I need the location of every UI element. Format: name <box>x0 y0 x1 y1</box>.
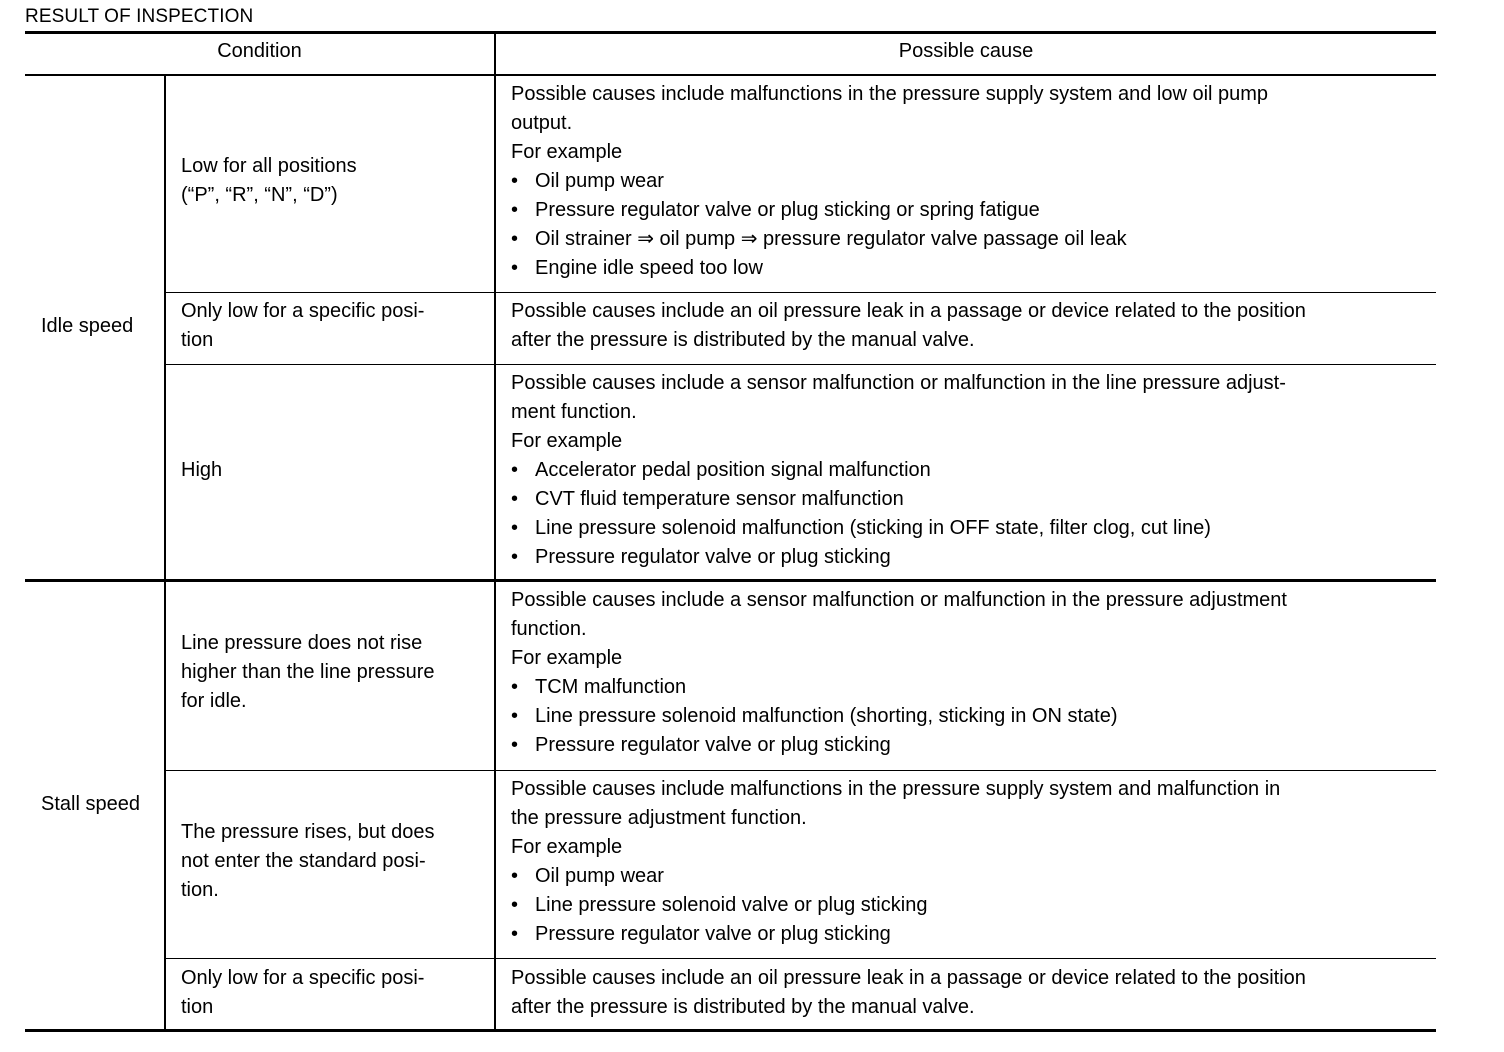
cause-text: ment function. <box>511 401 637 423</box>
bullet-icon: • <box>511 228 519 250</box>
cause-column-rule <box>494 31 496 1031</box>
bullet-icon: • <box>511 517 519 539</box>
row-divider <box>165 958 1436 959</box>
bullet-icon: • <box>511 546 519 568</box>
bullet-text: Oil strainer ⇒ oil pump ⇒ pressure regulator valve passage oil leak <box>535 228 1127 250</box>
bullet-icon: • <box>511 865 519 887</box>
cause-cell <box>511 297 1306 355</box>
bullet-item <box>511 254 1268 283</box>
bullet-icon: • <box>511 459 519 481</box>
cause-cell <box>511 80 1268 283</box>
bullet-text: Accelerator pedal position signal malfunction <box>535 459 931 481</box>
bullet-item <box>511 196 1268 225</box>
condition-cell <box>181 818 434 905</box>
cause-text: after the pressure is distributed by the manual valve. <box>511 329 975 351</box>
group-label-idle-speed: Idle speed <box>41 315 134 337</box>
bullet-icon: • <box>511 199 519 221</box>
bullet-text: TCM malfunction <box>535 676 687 698</box>
cause-cell <box>511 586 1287 760</box>
bullet-icon: • <box>511 170 519 192</box>
condition-text: Only low for a specific posi- <box>181 967 425 989</box>
cause-text: For example <box>511 647 623 669</box>
bullet-icon: • <box>511 676 519 698</box>
bullet-item <box>511 673 1287 702</box>
cause-text: the pressure adjustment function. <box>511 807 807 829</box>
bullet-text: Line pressure solenoid valve or plug sticking <box>535 894 928 916</box>
bullet-icon: • <box>511 894 519 916</box>
cause-text: function. <box>511 618 587 640</box>
condition-cell <box>181 629 435 716</box>
bullet-icon: • <box>511 705 519 727</box>
bullet-item <box>511 702 1287 731</box>
bullet-text: Pressure regulator valve or plug sticking <box>535 923 891 945</box>
bullet-icon: • <box>511 257 519 279</box>
condition-cell <box>181 152 357 210</box>
section-title: RESULT OF INSPECTION <box>25 6 254 27</box>
table-bottom-rule <box>25 1029 1436 1032</box>
cause-text: For example <box>511 430 623 452</box>
row-divider <box>165 770 1436 771</box>
condition-text: not enter the standard posi- <box>181 850 426 872</box>
cause-text: For example <box>511 836 623 858</box>
cause-text: Possible causes include a sensor malfunction or malfunction in the line pressure adjust- <box>511 372 1286 394</box>
cause-text: For example <box>511 141 623 163</box>
condition-text: High <box>181 459 223 481</box>
bullet-text: CVT fluid temperature sensor malfunction <box>535 488 904 510</box>
bullet-item <box>511 485 1286 514</box>
group-label-stall-speed: Stall speed <box>41 793 140 815</box>
header-condition: Condition <box>217 40 302 62</box>
condition-text: Only low for a specific posi- <box>181 300 425 322</box>
condition-text: tion <box>181 329 214 351</box>
cause-text: Possible causes include malfunctions in the pressure supply system and malfunction in <box>511 778 1281 800</box>
condition-text: tion. <box>181 879 219 901</box>
bullet-text: Pressure regulator valve or plug sticking <box>535 546 891 568</box>
condition-text: Low for all positions <box>181 155 357 177</box>
condition-text: Line pressure does not rise <box>181 632 423 654</box>
condition-cell <box>181 297 424 355</box>
cause-text: after the pressure is distributed by the manual valve. <box>511 996 975 1018</box>
bullet-item <box>511 862 1280 891</box>
bullet-icon: • <box>511 923 519 945</box>
cause-cell <box>511 369 1286 572</box>
header-bottom-rule <box>25 74 1436 76</box>
bullet-icon: • <box>511 734 519 756</box>
bullet-text: Oil pump wear <box>535 170 664 192</box>
bullet-icon: • <box>511 488 519 510</box>
condition-cell <box>181 456 222 485</box>
row-divider <box>165 364 1436 365</box>
row-divider <box>165 292 1436 293</box>
bullet-text: Line pressure solenoid malfunction (shorting, sticking in ON state) <box>535 705 1118 727</box>
bullet-text: Oil pump wear <box>535 865 664 887</box>
bullet-item <box>511 891 1280 920</box>
condition-text: tion <box>181 996 214 1018</box>
cause-text: Possible causes include a sensor malfunction or malfunction in the pressure adjustment <box>511 589 1287 611</box>
bullet-item <box>511 920 1280 949</box>
cause-text: Possible causes include an oil pressure leak in a passage or device related to the position <box>511 967 1306 989</box>
bullet-item <box>511 543 1286 572</box>
bullet-text: Pressure regulator valve or plug sticking <box>535 734 891 756</box>
cause-cell <box>511 775 1280 949</box>
table-top-rule <box>25 31 1436 34</box>
header-possible-cause: Possible cause <box>898 40 1034 62</box>
condition-text: The pressure rises, but does <box>181 821 435 843</box>
bullet-item <box>511 225 1268 254</box>
cause-text: Possible causes include an oil pressure leak in a passage or device related to the position <box>511 300 1306 322</box>
bullet-item <box>511 167 1268 196</box>
bullet-item <box>511 456 1286 485</box>
bullet-item <box>511 731 1287 760</box>
bullet-item <box>511 514 1286 543</box>
cause-cell <box>511 964 1306 1022</box>
condition-text: (“P”, “R”, “N”, “D”) <box>181 184 338 206</box>
group-divider <box>25 579 1436 582</box>
condition-text: for idle. <box>181 690 247 712</box>
bullet-text: Engine idle speed too low <box>535 257 763 279</box>
inspection-table <box>25 31 1436 1032</box>
condition-cell <box>181 964 424 1022</box>
cause-text: output. <box>511 112 573 134</box>
condition-text: higher than the line pressure <box>181 661 435 683</box>
bullet-text: Line pressure solenoid malfunction (sticking in OFF state, filter clog, cut line) <box>535 517 1211 539</box>
group-column-rule <box>164 75 166 1031</box>
bullet-text: Pressure regulator valve or plug sticking or spring fatigue <box>535 199 1040 221</box>
cause-text: Possible causes include malfunctions in the pressure supply system and low oil pump <box>511 83 1269 105</box>
